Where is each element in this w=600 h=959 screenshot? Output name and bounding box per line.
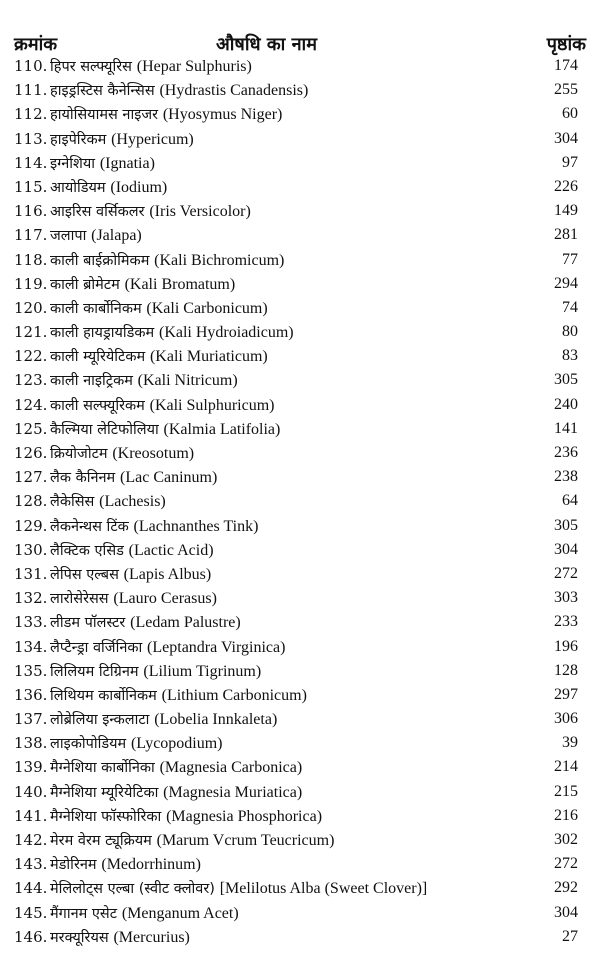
entry-latin-name: (Lycopodium)	[130, 735, 223, 753]
entry-page-number: 294	[554, 274, 578, 292]
entry-latin-name: (Kali Nitricum)	[137, 372, 238, 390]
entry-hindi-name: क्रियोजोटम	[50, 446, 108, 462]
entry-medicine-name	[50, 852, 520, 877]
entry-page-number: 233	[554, 613, 578, 631]
entry-latin-name: (Ignatia)	[99, 154, 155, 172]
entry-medicine-name	[50, 127, 520, 152]
list-item	[0, 199, 600, 223]
entry-hindi-name: हायोसियामस नाइजर	[50, 107, 159, 124]
entry-number: 139.	[14, 758, 48, 777]
entry-latin-name: (Kali Muriaticum)	[149, 348, 268, 366]
entry-hindi-name: मैंगानम एसेट	[50, 905, 118, 922]
entry-number: 124.	[14, 395, 48, 414]
entry-latin-name: (Magnesia Muriatica)	[163, 783, 303, 801]
entry-hindi-name: लैक कैनिनम	[50, 470, 116, 487]
entry-latin-name: (Ledam Palustre)	[130, 614, 241, 632]
entry-number: 132.	[14, 589, 48, 608]
entry-page-number: 240	[554, 395, 578, 413]
list-item	[0, 272, 600, 296]
list-item	[0, 731, 600, 755]
entry-number: 114.	[14, 153, 48, 172]
list-item	[0, 538, 600, 562]
list-item	[0, 876, 600, 900]
entry-hindi-name: मैग्नेशिया फॉस्फोरिका	[50, 808, 162, 825]
list-item	[0, 320, 600, 344]
entry-page-number: 304	[554, 540, 578, 558]
entry-hindi-name: जलापा	[50, 228, 87, 245]
entry-number: 117.	[14, 226, 48, 245]
entry-medicine-name	[50, 635, 520, 660]
entry-page-number: 305	[554, 516, 578, 534]
entry-number: 144.	[14, 879, 48, 898]
entry-page-number: 174	[554, 57, 578, 74]
entry-hindi-name: काली ब्रोमेटम	[50, 276, 120, 293]
entry-hindi-name: मेरम वेरम ट्यूक्रियम	[50, 833, 152, 849]
entry-medicine-name	[50, 538, 520, 563]
list-item	[0, 102, 600, 126]
list-item	[0, 78, 600, 102]
entry-number: 121.	[14, 323, 48, 342]
entry-page-number: 149	[554, 202, 578, 220]
entry-hindi-name: लैक्टिक एसिड	[50, 542, 124, 559]
entry-medicine-name	[50, 78, 520, 103]
list-item	[0, 465, 600, 489]
list-item	[0, 828, 600, 852]
entry-page-number: 304	[554, 129, 578, 147]
entry-medicine-name	[50, 199, 520, 224]
entry-page-number: 215	[554, 782, 578, 800]
entry-medicine-name	[50, 489, 520, 514]
entry-latin-name: (Leptandra Virginica)	[147, 638, 286, 656]
entry-number: 134.	[14, 637, 48, 656]
entry-page-number: 27	[562, 927, 578, 945]
entry-hindi-name: लारोसेरेसस	[50, 591, 109, 608]
entry-number: 130.	[14, 540, 48, 559]
list-item	[0, 223, 600, 247]
entry-latin-name: (Jalapa)	[91, 227, 142, 245]
entry-hindi-name: लिलियम टिग्रिनम	[50, 663, 139, 680]
entry-page-number: 304	[554, 903, 578, 921]
list-item	[0, 755, 600, 779]
entry-medicine-name	[50, 901, 520, 926]
entry-latin-name: (Kali Sulphuricum)	[149, 396, 275, 414]
entry-medicine-name	[50, 393, 520, 418]
entry-hindi-name: लिथियम कार्बोनिकम	[50, 687, 157, 704]
list-item	[0, 441, 600, 465]
entry-latin-name: (Lac Caninum)	[120, 469, 218, 487]
entry-page-number: 60	[562, 105, 578, 123]
entry-hindi-name: मेलिलोट्स एल्बा (स्वीट क्लोवर)	[50, 881, 215, 898]
entry-page-number: 39	[562, 734, 578, 752]
list-item	[0, 610, 600, 634]
entry-hindi-name: लेपिस एल्बस	[50, 566, 119, 583]
entry-page-number: 297	[554, 685, 578, 703]
entry-medicine-name	[50, 780, 520, 805]
entry-hindi-name: हाइड्रस्टिस कैनेन्सिस	[50, 83, 155, 100]
list-item	[0, 344, 600, 368]
entry-latin-name: (Kali Bichromicum)	[154, 251, 285, 269]
list-item	[0, 151, 600, 175]
entry-hindi-name: लीडम पॉलस्टर	[50, 615, 126, 632]
entry-latin-name: (Hepar Sulphuris)	[136, 58, 252, 75]
entry-hindi-name: कैल्मिया लेटिफोलिया	[50, 421, 159, 438]
entry-page-number: 214	[554, 758, 578, 776]
entry-hindi-name: हाइपेरिकम	[50, 131, 107, 148]
entry-page-number: 74	[562, 298, 578, 316]
entry-page-number: 77	[562, 250, 578, 268]
entry-page-number: 236	[554, 444, 578, 461]
entry-hindi-name: काली सल्फ्यूरिकम	[50, 397, 145, 414]
entry-latin-name: (Marum Vcrum Teucricum)	[156, 832, 335, 849]
entry-medicine-name	[50, 248, 520, 273]
entry-hindi-name: इग्नेशिया	[50, 155, 96, 172]
medicine-index-list	[0, 54, 600, 949]
entry-number: 122.	[14, 347, 48, 366]
list-item	[0, 925, 600, 949]
entry-hindi-name: आयोडियम	[50, 179, 106, 196]
entry-number: 123.	[14, 371, 48, 390]
entry-latin-name: (Lachnanthes Tink)	[133, 517, 259, 535]
entry-medicine-name	[50, 707, 520, 732]
entry-medicine-name	[50, 368, 520, 393]
list-item	[0, 683, 600, 707]
entry-latin-name: (Lithium Carbonicum)	[161, 686, 307, 704]
entry-medicine-name	[50, 586, 520, 611]
entry-medicine-name	[50, 102, 520, 127]
entry-number: 140.	[14, 782, 48, 801]
entry-latin-name: (Lapis Albus)	[123, 565, 212, 583]
entry-hindi-name: काली बाईक्रोमिकम	[50, 252, 150, 269]
entry-number: 146.	[14, 927, 48, 946]
entry-latin-name: (Kalmia Latifolia)	[163, 420, 281, 438]
entry-medicine-name	[50, 514, 520, 539]
entry-number: 128.	[14, 492, 48, 511]
entry-medicine-name	[50, 562, 520, 587]
entry-latin-name: (Lilium Tigrinum)	[143, 662, 262, 680]
entry-number: 127.	[14, 468, 48, 487]
entry-latin-name: (Kali Bromatum)	[124, 275, 236, 293]
entry-latin-name: (Kali Carbonicum)	[146, 299, 268, 317]
entry-hindi-name: लैप्टैन्ड्रा वर्जिनिका	[50, 639, 143, 656]
entry-latin-name: (Lauro Cerasus)	[113, 590, 217, 608]
entry-hindi-name: काली नाइट्रिकम	[50, 373, 133, 390]
entry-page-number: 272	[554, 855, 578, 873]
column-header-number: क्रमांक	[14, 34, 58, 55]
entry-page-number: 306	[554, 710, 578, 728]
entry-page-number: 80	[562, 323, 578, 341]
list-item	[0, 780, 600, 804]
entry-hindi-name: काली हायड्रायडिकम	[50, 325, 155, 342]
list-item	[0, 248, 600, 272]
entry-medicine-name	[50, 296, 520, 321]
list-item	[0, 489, 600, 513]
list-item	[0, 296, 600, 320]
entry-page-number: 303	[554, 589, 578, 607]
entry-number: 111.	[14, 81, 48, 100]
entry-number: 119.	[14, 274, 48, 293]
list-item	[0, 901, 600, 925]
entry-medicine-name	[50, 828, 520, 853]
list-item	[0, 368, 600, 392]
entry-number: 110.	[14, 57, 48, 75]
entry-hindi-name: लैकनेन्थस टिंक	[50, 518, 129, 535]
entry-medicine-name	[50, 441, 520, 466]
entry-latin-name: (Iodium)	[110, 178, 168, 196]
entry-latin-name: (Magnesia Carbonica)	[159, 759, 303, 777]
entry-medicine-name	[50, 151, 520, 176]
entry-hindi-name: मैग्नेशिया कार्बोनिका	[50, 760, 155, 777]
entry-latin-name: (Lachesis)	[99, 493, 166, 511]
entry-latin-name: (Hydrastis Canadensis)	[159, 82, 309, 100]
entry-hindi-name: मरक्यूरियस	[50, 929, 109, 946]
entry-number: 125.	[14, 419, 48, 438]
column-header-medicine-name: औषधि का नाम	[216, 34, 317, 55]
entry-page-number: 281	[554, 226, 578, 244]
entry-hindi-name: काली कार्बोनिकम	[50, 300, 142, 317]
list-item	[0, 804, 600, 828]
list-item	[0, 54, 600, 78]
entry-number: 145.	[14, 903, 48, 922]
entry-number: 118.	[14, 250, 48, 269]
entry-page-number: 196	[554, 637, 578, 655]
entry-page-number: 64	[562, 492, 578, 510]
entry-latin-name: (Mercurius)	[113, 928, 190, 946]
list-item	[0, 586, 600, 610]
entry-number: 131.	[14, 564, 48, 583]
entry-latin-name: (Magnesia Phosphorica)	[166, 807, 323, 825]
entry-medicine-name	[50, 417, 520, 442]
list-item	[0, 562, 600, 586]
list-item	[0, 175, 600, 199]
entry-number: 142.	[14, 831, 48, 849]
list-item	[0, 514, 600, 538]
entry-latin-name: (Iris Versicolor)	[149, 203, 251, 221]
entry-medicine-name	[50, 223, 520, 248]
entry-number: 137.	[14, 710, 48, 729]
entry-number: 112.	[14, 105, 48, 124]
entry-medicine-name	[50, 272, 520, 297]
entry-page-number: 302	[554, 831, 578, 848]
entry-medicine-name	[50, 465, 520, 490]
entry-hindi-name: मेडोरिनम	[50, 857, 97, 874]
entry-number: 115.	[14, 177, 48, 196]
entry-hindi-name: आइरिस वर्सिकलर	[50, 204, 145, 221]
entry-medicine-name	[50, 804, 520, 829]
entry-hindi-name: लाइकोपोडियम	[50, 736, 127, 753]
entry-page-number: 141	[554, 419, 578, 437]
entry-hindi-name: लैकेसिस	[50, 494, 95, 511]
entry-medicine-name	[50, 876, 520, 901]
entry-medicine-name	[50, 755, 520, 780]
entry-page-number: 216	[554, 806, 578, 824]
entry-medicine-name	[50, 925, 520, 950]
entry-number: 126.	[14, 444, 48, 462]
entry-latin-name: (Hyosymus Niger)	[162, 106, 283, 124]
entry-number: 133.	[14, 613, 48, 632]
entry-number: 143.	[14, 855, 48, 874]
entry-page-number: 305	[554, 371, 578, 389]
entry-medicine-name	[50, 731, 520, 756]
list-item	[0, 852, 600, 876]
entry-hindi-name: लोब्रेलिया इन्कलाटा	[50, 712, 150, 729]
entry-latin-name: (Lobelia Innkaleta)	[154, 711, 278, 729]
entry-medicine-name	[50, 320, 520, 345]
entry-number: 141.	[14, 806, 48, 825]
entry-hindi-name: हिपर सल्फ्यूरिस	[50, 59, 132, 75]
entry-medicine-name	[50, 683, 520, 708]
entry-page-number: 226	[554, 177, 578, 195]
entry-number: 116.	[14, 202, 48, 221]
entry-number: 113.	[14, 129, 48, 148]
list-item	[0, 707, 600, 731]
entry-page-number: 255	[554, 81, 578, 99]
entry-medicine-name	[50, 54, 520, 79]
list-item	[0, 659, 600, 683]
entry-page-number: 83	[562, 347, 578, 365]
entry-latin-name: (Kreosotum)	[112, 445, 195, 462]
entry-medicine-name	[50, 659, 520, 684]
entry-number: 120.	[14, 298, 48, 317]
list-item	[0, 127, 600, 151]
entry-page-number: 128	[554, 661, 578, 679]
entry-medicine-name	[50, 344, 520, 369]
entry-latin-name: (Lactic Acid)	[128, 541, 214, 559]
list-item	[0, 393, 600, 417]
entry-number: 138.	[14, 734, 48, 753]
list-item	[0, 635, 600, 659]
column-header-page: पृष्ठांक	[546, 34, 586, 55]
entry-number: 135.	[14, 661, 48, 680]
entry-page-number: 272	[554, 564, 578, 582]
entry-hindi-name: मैग्नेशिया म्यूरियेटिका	[50, 784, 159, 801]
entry-number: 136.	[14, 685, 48, 704]
entry-page-number: 97	[562, 153, 578, 171]
entry-latin-name: [Melilotus Alba (Sweet Clover)]	[219, 880, 428, 898]
entry-number: 129.	[14, 516, 48, 535]
entry-latin-name: (Kali Hydroiadicum)	[158, 324, 294, 342]
table-header	[0, 32, 600, 56]
entry-latin-name: (Medorrhinum)	[101, 856, 201, 874]
entry-latin-name: (Menganum Acet)	[121, 904, 239, 922]
entry-page-number: 238	[554, 468, 578, 486]
entry-medicine-name	[50, 175, 520, 200]
entry-medicine-name	[50, 610, 520, 635]
entry-latin-name: (Hypericum)	[111, 130, 194, 148]
entry-hindi-name: काली म्यूरियेटिकम	[50, 349, 146, 366]
entry-page-number: 292	[554, 879, 578, 897]
list-item	[0, 417, 600, 441]
